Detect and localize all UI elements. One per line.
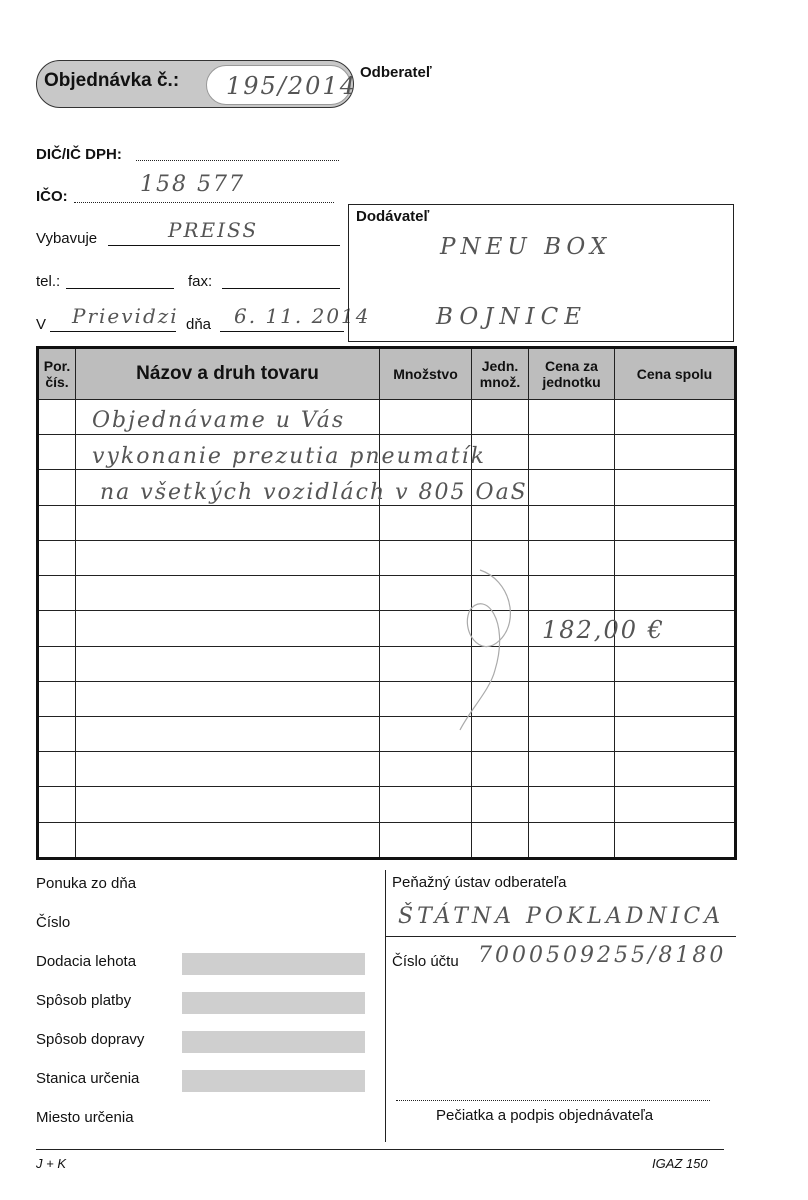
dodacia-field[interactable]: [182, 953, 365, 975]
supplier-line2: BOJNICE: [436, 304, 588, 330]
account-value: 7000509255/8180: [478, 943, 727, 968]
table-row[interactable]: [38, 716, 736, 751]
table-row[interactable]: [38, 540, 736, 575]
table-row[interactable]: [38, 505, 736, 540]
bank-label: Peňažný ústav odberateľa: [392, 874, 567, 891]
table-row[interactable]: [38, 787, 736, 822]
table-row[interactable]: [38, 681, 736, 716]
bank-separator: [386, 936, 736, 937]
header-qty: Množstvo: [380, 348, 472, 400]
place-label: V: [36, 316, 47, 333]
dodacia-label: Dodacia lehota: [36, 953, 137, 970]
date-value: 6. 11. 2014: [234, 304, 371, 328]
doprava-field[interactable]: [182, 1031, 365, 1053]
table-row[interactable]: [38, 576, 736, 611]
order-text-line1: Objednávame u Vás: [92, 408, 346, 433]
order-label: Objednávka č.:: [44, 70, 180, 91]
vybavuje-field[interactable]: [108, 245, 340, 246]
stanica-field[interactable]: [182, 1070, 365, 1092]
footer-line: [36, 1149, 724, 1150]
vybavuje-value: PREISS: [168, 218, 259, 242]
footer-right: IGAZ 150: [652, 1156, 708, 1171]
cislo-label: Číslo: [36, 914, 71, 931]
tel-field[interactable]: [66, 288, 174, 289]
table-row[interactable]: [38, 646, 736, 681]
stamp-field[interactable]: [396, 1100, 710, 1101]
bank-name: ŠTÁTNA POKLADNICA: [398, 904, 725, 929]
buyer-label: Odberateľ: [360, 64, 432, 81]
supplier-label: Dodávateľ: [356, 208, 430, 225]
order-number[interactable]: 195/2014: [226, 72, 357, 100]
fax-field[interactable]: [222, 288, 340, 289]
date-label: dňa: [186, 316, 212, 333]
dic-label: DIČ/IČ DPH:: [36, 146, 122, 163]
fax-label: fax:: [188, 273, 213, 290]
date-field[interactable]: [220, 331, 344, 332]
header-total: Cena spolu: [615, 348, 736, 400]
supplier-line1: PNEU BOX: [440, 234, 612, 260]
platba-field[interactable]: [182, 992, 365, 1014]
order-price: 182,00 €: [542, 616, 665, 644]
stanica-label: Stanica určenia: [36, 1070, 140, 1087]
header-por: Por. čís.: [38, 348, 76, 400]
account-label: Číslo účtu: [392, 953, 459, 970]
footer-left: J + K: [36, 1156, 66, 1171]
table-row[interactable]: [38, 752, 736, 787]
vybavuje-label: Vybavuje: [36, 230, 98, 247]
signature-scribble: [440, 560, 550, 740]
miesto-label: Miesto určenia: [36, 1109, 134, 1126]
tel-label: tel.:: [36, 273, 61, 290]
platba-label: Spôsob platby: [36, 992, 132, 1009]
ico-value: 158 577: [140, 172, 245, 197]
header-unit-price: Cena za jednotku: [529, 348, 615, 400]
place-field[interactable]: [50, 331, 176, 332]
header-unit: Jedn. množ.: [472, 348, 529, 400]
place-value: Prievidzi: [72, 304, 179, 328]
order-text-line2: vykonanie prezutia pneumatík: [92, 444, 486, 469]
ponuka-label: Ponuka zo dňa: [36, 875, 137, 892]
ico-label: IČO:: [36, 188, 68, 205]
stamp-label: Pečiatka a podpis objednávateľa: [436, 1107, 654, 1124]
doprava-label: Spôsob dopravy: [36, 1031, 145, 1048]
header-name: Názov a druh tovaru: [76, 348, 380, 400]
ico-field[interactable]: [74, 202, 334, 203]
bank-divider: [385, 870, 386, 1142]
table-row[interactable]: [38, 822, 736, 858]
dic-field[interactable]: [136, 160, 339, 161]
order-text-line3: na všetkých vozidlách v 805 OaS: [100, 480, 528, 505]
